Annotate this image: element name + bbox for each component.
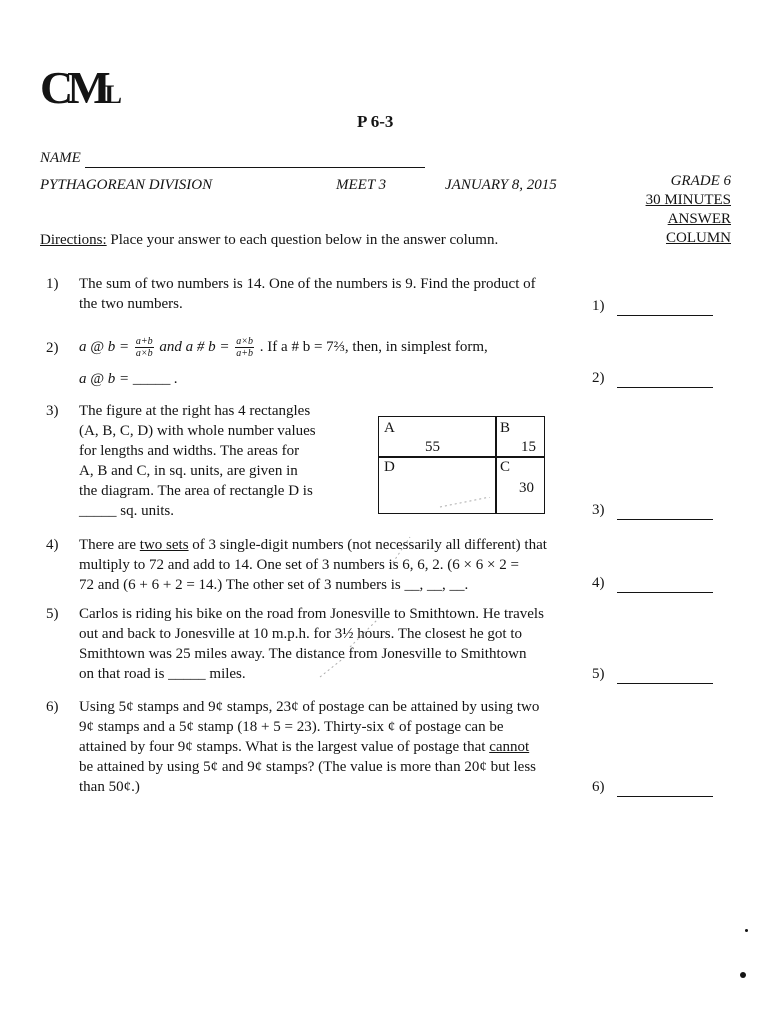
rect-a-label: A (384, 420, 395, 436)
answer-5: 5) (592, 664, 713, 684)
division-label: PYTHAGOREAN DIVISION (40, 177, 213, 193)
answer-4: 4) (592, 573, 713, 593)
rect-c-label: C (500, 459, 511, 475)
answer-6: 6) (592, 777, 713, 797)
rect-d-label: D (384, 459, 395, 475)
date-label: JANUARY 8, 2015 (445, 177, 557, 193)
grade-block (600, 172, 731, 248)
directions-label: Directions: (40, 232, 107, 248)
diagram-vertical-divider (495, 417, 497, 513)
rect-b-area: 15 (521, 439, 536, 455)
name-field (40, 148, 425, 168)
rect-c-area: 30 (519, 480, 534, 496)
rect-b-label: B (500, 420, 511, 436)
scan-speck (745, 929, 748, 932)
grade-label: GRADE 6 (670, 173, 731, 189)
answer-6-blank[interactable] (617, 782, 713, 797)
meet-label: MEET 3 (336, 177, 387, 193)
rect-a-area: 55 (425, 439, 440, 455)
time-label: 30 MINUTES (645, 192, 731, 208)
directions-text: Place your answer to each question below in the answer column. (110, 232, 499, 248)
answer-4-blank[interactable] (617, 578, 713, 593)
page-title: P 6-3 (357, 112, 394, 131)
answer-3: 3) (592, 500, 713, 520)
directions (40, 230, 498, 250)
fraction-at: $\frac{a+b}{a\times b}$ (135, 336, 153, 359)
answer-column-label: ANSWER COLUMN (665, 211, 731, 246)
fraction-hash: $\frac{a\times b}{a+b}$ (236, 336, 254, 359)
answer-1-blank[interactable] (617, 301, 713, 316)
answer-2-blank[interactable] (617, 373, 713, 388)
diagram-horizontal-divider (379, 456, 544, 458)
scan-speck (740, 972, 746, 978)
cml-logo: CML (40, 62, 122, 113)
answer-1: 1) (592, 296, 713, 316)
answer-5-blank[interactable] (617, 669, 713, 684)
rectangles-diagram (378, 416, 545, 514)
name-label: NAME (40, 150, 81, 166)
answer-2: 2) (592, 368, 713, 388)
answer-3-blank[interactable] (617, 505, 713, 520)
name-blank[interactable] (85, 153, 425, 168)
